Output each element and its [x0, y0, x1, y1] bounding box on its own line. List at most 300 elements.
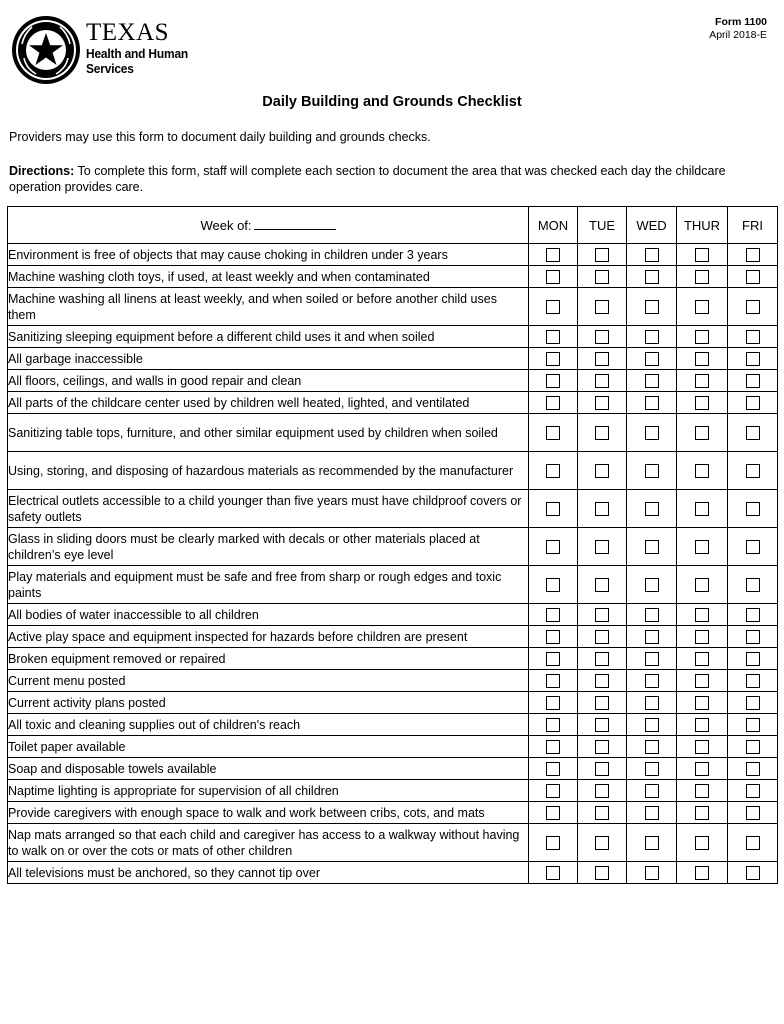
table-row: [8, 670, 778, 692]
cell-thur: [677, 670, 728, 692]
cell-fri: [728, 490, 778, 528]
checkbox-mon[interactable]: [546, 652, 560, 666]
table-row: [8, 802, 778, 824]
cell-wed: [627, 348, 677, 370]
cell-fri: [728, 528, 778, 566]
table-row: [8, 392, 778, 414]
cell-fri: [728, 648, 778, 670]
cell-wed: [627, 648, 677, 670]
cell-wed: [627, 670, 677, 692]
checkbox-fri[interactable]: [746, 270, 760, 284]
cell-tue: [578, 392, 627, 414]
checkbox-tue[interactable]: [595, 502, 609, 516]
form-number: Form 1100: [715, 16, 767, 28]
checkbox-wed[interactable]: [645, 540, 659, 554]
cell-thur: [677, 392, 728, 414]
checklist-item-label: Current activity plans posted: [8, 692, 529, 714]
agency-state: TEXAS: [86, 19, 170, 46]
checkbox-mon[interactable]: [546, 464, 560, 478]
checkbox-fri[interactable]: [746, 674, 760, 688]
checkbox-tue[interactable]: [595, 718, 609, 732]
directions-text: To complete this form, staff will complete each section to document the area that was checked each day the childcare operation provides care.: [9, 164, 726, 194]
cell-fri: [728, 626, 778, 648]
cell-wed: [627, 566, 677, 604]
cell-thur: [677, 604, 728, 626]
cell-mon: [529, 566, 578, 604]
checkbox-fri[interactable]: [746, 784, 760, 798]
checkbox-fri[interactable]: [746, 630, 760, 644]
table-row: [8, 414, 778, 452]
cell-wed: [627, 326, 677, 348]
cell-mon: [529, 266, 578, 288]
table-row: [8, 736, 778, 758]
checklist-item-label: Provide caregivers with enough space to walk and work between cribs, cots, and mats: [8, 802, 529, 824]
checkbox-mon[interactable]: [546, 696, 560, 710]
checkbox-tue[interactable]: [595, 270, 609, 284]
checkbox-wed[interactable]: [645, 578, 659, 592]
table-row: [8, 780, 778, 802]
cell-tue: [578, 348, 627, 370]
intro-text: Providers may use this form to document daily building and grounds checks.: [9, 130, 431, 144]
checkbox-thur[interactable]: [695, 674, 709, 688]
checkbox-wed[interactable]: [645, 426, 659, 440]
checkbox-tue[interactable]: [595, 762, 609, 776]
checkbox-thur[interactable]: [695, 270, 709, 284]
checkbox-mon[interactable]: [546, 578, 560, 592]
checkbox-thur[interactable]: [695, 540, 709, 554]
checkbox-mon[interactable]: [546, 352, 560, 366]
checkbox-wed[interactable]: [645, 784, 659, 798]
cell-mon: [529, 648, 578, 670]
checkbox-fri[interactable]: [746, 866, 760, 880]
checkbox-thur[interactable]: [695, 426, 709, 440]
cell-tue: [578, 528, 627, 566]
checkbox-tue[interactable]: [595, 374, 609, 388]
cell-thur: [677, 326, 728, 348]
day-header-fri: FRI: [728, 207, 778, 244]
checkbox-fri[interactable]: [746, 502, 760, 516]
checkbox-wed[interactable]: [645, 740, 659, 754]
cell-mon: [529, 528, 578, 566]
table-row: [8, 266, 778, 288]
cell-fri: [728, 780, 778, 802]
checkbox-tue[interactable]: [595, 630, 609, 644]
cell-thur: [677, 692, 728, 714]
checkbox-wed[interactable]: [645, 396, 659, 410]
checkbox-fri[interactable]: [746, 374, 760, 388]
checkbox-thur[interactable]: [695, 330, 709, 344]
cell-fri: [728, 670, 778, 692]
table-row: [8, 452, 778, 490]
cell-wed: [627, 824, 677, 862]
checklist-item-label: All floors, ceilings, and walls in good repair and clean: [8, 370, 529, 392]
checklist-rows: [8, 244, 778, 884]
checklist-item-label: All televisions must be anchored, so they cannot tip over: [8, 862, 529, 884]
cell-wed: [627, 802, 677, 824]
checkbox-tue[interactable]: [595, 300, 609, 314]
table-row: [8, 626, 778, 648]
checkbox-thur[interactable]: [695, 652, 709, 666]
checkbox-thur[interactable]: [695, 740, 709, 754]
checklist-item-label: Environment is free of objects that may cause choking in children under 3 years: [8, 244, 529, 266]
checkbox-thur[interactable]: [695, 806, 709, 820]
checkbox-wed[interactable]: [645, 630, 659, 644]
table-row: [8, 288, 778, 326]
checkbox-wed[interactable]: [645, 608, 659, 622]
cell-fri: [728, 714, 778, 736]
cell-fri: [728, 244, 778, 266]
checkbox-wed[interactable]: [645, 248, 659, 262]
checklist-item-label: All bodies of water inaccessible to all children: [8, 604, 529, 626]
cell-tue: [578, 244, 627, 266]
checkbox-tue[interactable]: [595, 540, 609, 554]
checkbox-tue[interactable]: [595, 674, 609, 688]
checkbox-fri[interactable]: [746, 806, 760, 820]
checkbox-fri[interactable]: [746, 762, 760, 776]
checkbox-fri[interactable]: [746, 300, 760, 314]
cell-thur: [677, 348, 728, 370]
checklist-item-label: All toxic and cleaning supplies out of children's reach: [8, 714, 529, 736]
checkbox-fri[interactable]: [746, 718, 760, 732]
cell-mon: [529, 326, 578, 348]
cell-thur: [677, 370, 728, 392]
checkbox-thur[interactable]: [695, 836, 709, 850]
cell-tue: [578, 370, 627, 392]
cell-tue: [578, 626, 627, 648]
checklist-item-label: Active play space and equipment inspected for hazards before children are present: [8, 626, 529, 648]
cell-wed: [627, 604, 677, 626]
cell-mon: [529, 714, 578, 736]
cell-mon: [529, 780, 578, 802]
checkbox-mon[interactable]: [546, 540, 560, 554]
checkbox-thur[interactable]: [695, 696, 709, 710]
checkbox-wed[interactable]: [645, 374, 659, 388]
checkbox-tue[interactable]: [595, 426, 609, 440]
table-header-row: [8, 207, 778, 244]
checkbox-mon[interactable]: [546, 330, 560, 344]
form-date: April 2018-E: [709, 29, 767, 41]
checkbox-fri[interactable]: [746, 836, 760, 850]
cell-wed: [627, 414, 677, 452]
cell-tue: [578, 648, 627, 670]
checkbox-wed[interactable]: [645, 652, 659, 666]
checkbox-wed[interactable]: [645, 718, 659, 732]
checkbox-wed[interactable]: [645, 806, 659, 820]
checkbox-wed[interactable]: [645, 866, 659, 880]
checkbox-fri[interactable]: [746, 608, 760, 622]
day-header-tue: TUE: [578, 207, 627, 244]
checkbox-tue[interactable]: [595, 652, 609, 666]
checkbox-fri[interactable]: [746, 248, 760, 262]
checkbox-mon[interactable]: [546, 374, 560, 388]
checkbox-mon[interactable]: [546, 866, 560, 880]
checklist-item-label: Glass in sliding doors must be clearly marked with decals or other materials placed at children’s eye level: [8, 528, 529, 566]
checklist-item-label: Naptime lighting is appropriate for supervision of all children: [8, 780, 529, 802]
cell-wed: [627, 780, 677, 802]
checklist-item-label: Electrical outlets accessible to a child younger than five years must have childproof covers or safety outlets: [8, 490, 529, 528]
directions-label: Directions:: [9, 164, 75, 178]
checklist-item-label: All garbage inaccessible: [8, 348, 529, 370]
cell-tue: [578, 758, 627, 780]
table-row: [8, 824, 778, 862]
checklist-item-label: Play materials and equipment must be safe and free from sharp or rough edges and toxic paints: [8, 566, 529, 604]
cell-fri: [728, 604, 778, 626]
cell-wed: [627, 692, 677, 714]
checkbox-thur[interactable]: [695, 352, 709, 366]
checklist-item-label: Nap mats arranged so that each child and caregiver has access to a walkway without having to walk on or over the cots or mats of other children: [8, 824, 529, 862]
cell-fri: [728, 736, 778, 758]
checkbox-tue[interactable]: [595, 330, 609, 344]
week-of-label: Week of:: [200, 218, 252, 233]
table-row: [8, 326, 778, 348]
checklist-item-label: Sanitizing table tops, furniture, and other similar equipment used by children when soiled: [8, 414, 529, 452]
checklist-item-label: Current menu posted: [8, 670, 529, 692]
directions: [9, 163, 749, 195]
cell-tue: [578, 604, 627, 626]
checkbox-wed[interactable]: [645, 330, 659, 344]
cell-mon: [529, 692, 578, 714]
day-header-wed: WED: [627, 207, 677, 244]
checkbox-fri[interactable]: [746, 464, 760, 478]
checkbox-fri[interactable]: [746, 540, 760, 554]
table-row: [8, 862, 778, 884]
checkbox-wed[interactable]: [645, 502, 659, 516]
checkbox-tue[interactable]: [595, 696, 609, 710]
checkbox-mon[interactable]: [546, 608, 560, 622]
checkbox-tue[interactable]: [595, 836, 609, 850]
cell-mon: [529, 862, 578, 884]
cell-tue: [578, 490, 627, 528]
checkbox-wed[interactable]: [645, 762, 659, 776]
cell-thur: [677, 802, 728, 824]
cell-mon: [529, 392, 578, 414]
cell-fri: [728, 862, 778, 884]
checklist-item-label: Using, storing, and disposing of hazardous materials as recommended by the manufacturer: [8, 452, 529, 490]
checkbox-tue[interactable]: [595, 464, 609, 478]
cell-fri: [728, 802, 778, 824]
checkbox-wed[interactable]: [645, 674, 659, 688]
checkbox-mon[interactable]: [546, 248, 560, 262]
checkbox-mon[interactable]: [546, 502, 560, 516]
cell-wed: [627, 266, 677, 288]
cell-fri: [728, 824, 778, 862]
day-header-mon: MON: [529, 207, 578, 244]
checkbox-wed[interactable]: [645, 696, 659, 710]
checkbox-thur[interactable]: [695, 630, 709, 644]
cell-wed: [627, 862, 677, 884]
checkbox-thur[interactable]: [695, 718, 709, 732]
checklist-item-label: Sanitizing sleeping equipment before a different child uses it and when soiled: [8, 326, 529, 348]
checkbox-mon[interactable]: [546, 674, 560, 688]
checkbox-wed[interactable]: [645, 464, 659, 478]
table-row: [8, 692, 778, 714]
week-of-header: [8, 207, 529, 244]
checkbox-fri[interactable]: [746, 330, 760, 344]
cell-wed: [627, 528, 677, 566]
checkbox-mon[interactable]: [546, 630, 560, 644]
checkbox-fri[interactable]: [746, 426, 760, 440]
checkbox-fri[interactable]: [746, 352, 760, 366]
cell-wed: [627, 392, 677, 414]
checkbox-mon[interactable]: [546, 396, 560, 410]
table-row: [8, 566, 778, 604]
checkbox-fri[interactable]: [746, 740, 760, 754]
checkbox-fri[interactable]: [746, 696, 760, 710]
cell-mon: [529, 604, 578, 626]
checkbox-tue[interactable]: [595, 248, 609, 262]
checkbox-mon[interactable]: [546, 762, 560, 776]
checkbox-mon[interactable]: [546, 426, 560, 440]
cell-mon: [529, 736, 578, 758]
cell-thur: [677, 490, 728, 528]
cell-fri: [728, 348, 778, 370]
checkbox-tue[interactable]: [595, 740, 609, 754]
agency-name-line2: Services: [86, 61, 134, 76]
cell-fri: [728, 326, 778, 348]
cell-wed: [627, 244, 677, 266]
texas-star-seal-icon: [10, 14, 82, 86]
checkbox-wed[interactable]: [645, 836, 659, 850]
cell-fri: [728, 566, 778, 604]
checkbox-tue[interactable]: [595, 866, 609, 880]
cell-wed: [627, 626, 677, 648]
checklist-item-label: All parts of the childcare center used by children well heated, lighted, and ventilated: [8, 392, 529, 414]
checklist-item-label: Soap and disposable towels available: [8, 758, 529, 780]
cell-tue: [578, 862, 627, 884]
checklist-item-label: Broken equipment removed or repaired: [8, 648, 529, 670]
cell-thur: [677, 736, 728, 758]
checkbox-wed[interactable]: [645, 352, 659, 366]
cell-tue: [578, 692, 627, 714]
cell-fri: [728, 266, 778, 288]
checkbox-wed[interactable]: [645, 300, 659, 314]
cell-tue: [578, 670, 627, 692]
cell-thur: [677, 626, 728, 648]
checkbox-mon[interactable]: [546, 300, 560, 314]
table-row: [8, 714, 778, 736]
cell-thur: [677, 288, 728, 326]
checkbox-fri[interactable]: [746, 652, 760, 666]
cell-wed: [627, 758, 677, 780]
checkbox-wed[interactable]: [645, 270, 659, 284]
cell-tue: [578, 802, 627, 824]
cell-mon: [529, 758, 578, 780]
checkbox-thur[interactable]: [695, 578, 709, 592]
cell-tue: [578, 414, 627, 452]
checkbox-tue[interactable]: [595, 608, 609, 622]
checkbox-thur[interactable]: [695, 248, 709, 262]
checkbox-fri[interactable]: [746, 396, 760, 410]
cell-fri: [728, 758, 778, 780]
checklist-table: [7, 206, 778, 884]
cell-thur: [677, 780, 728, 802]
week-of-field[interactable]: [254, 217, 336, 230]
cell-tue: [578, 452, 627, 490]
cell-mon: [529, 244, 578, 266]
cell-mon: [529, 670, 578, 692]
cell-thur: [677, 862, 728, 884]
table-row: [8, 528, 778, 566]
cell-wed: [627, 490, 677, 528]
checkbox-tue[interactable]: [595, 784, 609, 798]
checkbox-thur[interactable]: [695, 502, 709, 516]
cell-wed: [627, 370, 677, 392]
checkbox-thur[interactable]: [695, 784, 709, 798]
checkbox-mon[interactable]: [546, 270, 560, 284]
checkbox-thur[interactable]: [695, 762, 709, 776]
table-row: [8, 370, 778, 392]
checkbox-tue[interactable]: [595, 396, 609, 410]
checkbox-mon[interactable]: [546, 718, 560, 732]
checkbox-thur[interactable]: [695, 374, 709, 388]
cell-fri: [728, 392, 778, 414]
table-row: [8, 244, 778, 266]
cell-fri: [728, 452, 778, 490]
table-row: [8, 604, 778, 626]
cell-mon: [529, 288, 578, 326]
cell-wed: [627, 736, 677, 758]
checklist-item-label: Machine washing all linens at least weekly, and when soiled or before another child uses them: [8, 288, 529, 326]
checkbox-mon[interactable]: [546, 836, 560, 850]
checkbox-mon[interactable]: [546, 784, 560, 798]
cell-wed: [627, 714, 677, 736]
checkbox-thur[interactable]: [695, 300, 709, 314]
cell-mon: [529, 626, 578, 648]
cell-fri: [728, 414, 778, 452]
cell-mon: [529, 370, 578, 392]
cell-thur: [677, 648, 728, 670]
cell-tue: [578, 780, 627, 802]
checklist-item-label: Toilet paper available: [8, 736, 529, 758]
checkbox-mon[interactable]: [546, 740, 560, 754]
cell-thur: [677, 824, 728, 862]
cell-thur: [677, 244, 728, 266]
cell-mon: [529, 348, 578, 370]
checklist-item-label: Machine washing cloth toys, if used, at least weekly and when contaminated: [8, 266, 529, 288]
table-row: [8, 758, 778, 780]
cell-mon: [529, 414, 578, 452]
checkbox-thur[interactable]: [695, 464, 709, 478]
cell-mon: [529, 490, 578, 528]
checkbox-fri[interactable]: [746, 578, 760, 592]
cell-tue: [578, 566, 627, 604]
cell-wed: [627, 452, 677, 490]
checkbox-thur[interactable]: [695, 396, 709, 410]
cell-tue: [578, 326, 627, 348]
checkbox-thur[interactable]: [695, 608, 709, 622]
cell-mon: [529, 802, 578, 824]
cell-fri: [728, 370, 778, 392]
form-identifier: [709, 16, 767, 42]
cell-thur: [677, 528, 728, 566]
table-row: [8, 648, 778, 670]
cell-fri: [728, 692, 778, 714]
checkbox-tue[interactable]: [595, 578, 609, 592]
cell-tue: [578, 736, 627, 758]
cell-fri: [728, 288, 778, 326]
checkbox-thur[interactable]: [695, 866, 709, 880]
table-row: [8, 348, 778, 370]
cell-thur: [677, 452, 728, 490]
cell-wed: [627, 288, 677, 326]
checkbox-mon[interactable]: [546, 806, 560, 820]
checkbox-tue[interactable]: [595, 806, 609, 820]
checkbox-tue[interactable]: [595, 352, 609, 366]
page-title: Daily Building and Grounds Checklist: [262, 94, 522, 110]
table-row: [8, 490, 778, 528]
day-header-thur: THUR: [677, 207, 728, 244]
cell-mon: [529, 824, 578, 862]
